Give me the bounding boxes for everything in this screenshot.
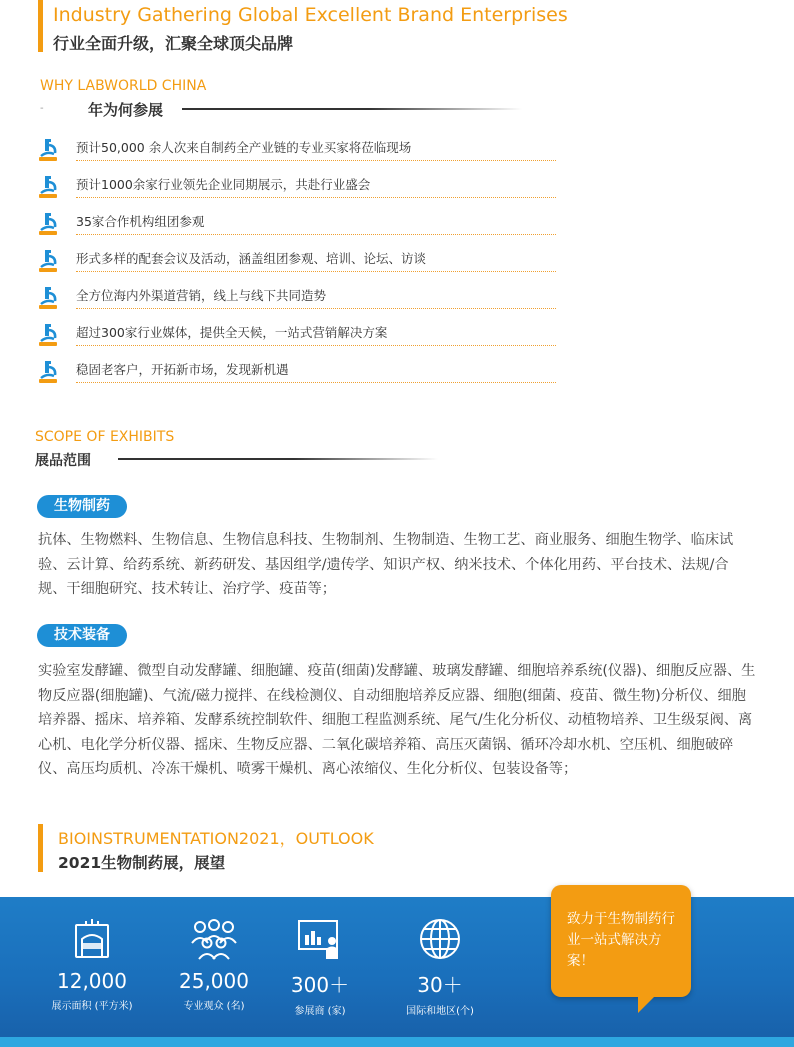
why-section-title-zh: 年为何参展 <box>88 101 164 119</box>
stat-label: 展示面积 (平方米) <box>51 1001 133 1012</box>
header-title-zh: 行业全面升级，汇聚全球顶尖品牌 <box>53 34 294 53</box>
microscope-icon <box>36 137 60 163</box>
outlook-title-zh: 2021生物制药展，展望 <box>58 854 226 872</box>
why-item-text: 预计1000余家行业领先企业同期展示，共赴行业盛会 <box>76 177 371 192</box>
why-list-item <box>36 315 566 352</box>
why-section-rule <box>182 108 522 110</box>
why-section-title-en: WHY LABWORLD CHINA <box>40 78 207 94</box>
microscope-icon <box>36 359 60 385</box>
stat-exhibitors <box>260 917 380 1017</box>
why-item-text: 超过300家行业媒体，提供全天候，一站式营销解决方案 <box>76 325 388 340</box>
why-item-text: 全方位海内外渠道营销，线上与线下共同造势 <box>76 288 327 303</box>
category-text-biopharma: 抗体、生物燃料、生物信息、生物信息科技、生物制剂、生物制造、生物工艺、商业服务、细胞生物学、临床试验、云计算、给药系统、新药研发、基因组学/遗传学、知识产权、纳米技术、个体化用药、平台技术、法规/合规、干细胞研究、技术转让、治疗学、疫苗等； <box>38 532 734 598</box>
why-list-item <box>36 130 566 167</box>
stat-value: 12,000 <box>57 969 127 993</box>
scope-section-title-en: SCOPE OF EXHIBITS <box>35 429 175 445</box>
microscope-icon <box>36 248 60 274</box>
why-item-text: 预计50,000 余人次来自制药全产业链的专业买家将莅临现场 <box>76 140 412 155</box>
dotted-divider <box>76 308 556 309</box>
stat-regions <box>380 917 500 1017</box>
outlook-accent-bar <box>38 824 43 872</box>
scope-section-title-zh: 展品范围 <box>35 453 91 469</box>
stat-value: 30＋ <box>417 973 463 997</box>
globe-icon <box>418 917 462 961</box>
stat-value: 25,000 <box>179 969 249 993</box>
presentation-board-icon <box>296 917 344 961</box>
banner-bottom-strip <box>0 1037 794 1047</box>
why-item-text: 稳固老客户，开拓新市场，发现新机遇 <box>76 362 289 377</box>
callout-tail <box>638 995 656 1013</box>
microscope-icon <box>36 322 60 348</box>
header-accent-bar <box>38 0 43 52</box>
why-list-item <box>36 352 566 389</box>
stat-value: 300＋ <box>290 973 350 997</box>
header-title-en: Industry Gathering Global Excellent Brand Enterprises <box>53 4 568 26</box>
why-item-text: 形式多样的配套会议及活动，涵盖组团参观、培训、论坛、访谈 <box>76 251 427 266</box>
scope-section-rule <box>118 458 438 460</box>
dotted-divider <box>76 234 556 235</box>
stat-label: 国际和地区(个) <box>406 1006 474 1017</box>
callout-text: 致力于生物制药行业一站式解决方案！ <box>567 911 675 969</box>
category-pill-equipment: 技术装备 <box>37 624 127 647</box>
category-text-equipment: 实验室发酵罐、微型自动发酵罐、细胞罐、疫苗(细菌)发酵罐、玻璃发酵罐、细胞培养系统(仪器)、细胞反应器、生物反应器(细胞罐)、气流/磁力搅拌、在线检测仪、自动细胞培养反应器、细胞(细菌、疫苗、微生物)分析仪、细胞培养器、摇床、培养箱、发酵系统控制软件、细胞工程监测系统、尾气/生化分析仪、动植物培养、卫生级泵阀、离心机、电化学分析仪器、摇床、生物反应器、二氧化碳培养箱、高压灭菌锅、循环冷却水机、空压机、细胞破碎仪、高压均质机、冷冻干燥机、喷雾干燥机、离心浓缩仪、生化分析仪、包装设备等； <box>38 663 756 778</box>
microscope-icon <box>36 285 60 311</box>
dotted-divider <box>76 271 556 272</box>
audience-icon <box>188 917 240 961</box>
dotted-divider <box>76 345 556 346</box>
stat-exhibition-area <box>32 917 152 1012</box>
category-pill-biopharma: 生物制药 <box>37 495 127 518</box>
exhibition-hall-icon <box>72 917 112 961</box>
why-item-text: 35家合作机构组团参观 <box>76 214 205 229</box>
why-list-item <box>36 167 566 204</box>
microscope-icon <box>36 174 60 200</box>
dotted-divider <box>76 382 556 383</box>
dotted-divider <box>76 160 556 161</box>
microscope-icon <box>36 211 60 237</box>
dotted-divider <box>76 197 556 198</box>
callout-bubble <box>551 885 691 997</box>
stat-label: 参展商 (家) <box>294 1006 346 1017</box>
why-list-item <box>36 204 566 241</box>
stat-audience <box>154 917 274 1012</box>
why-list <box>36 130 566 389</box>
why-list-item <box>36 278 566 315</box>
why-section-dash: - <box>40 103 44 114</box>
outlook-title-en: BIOINSTRUMENTATION2021，OUTLOOK <box>58 829 374 848</box>
why-list-item <box>36 241 566 278</box>
stat-label: 专业观众 (名) <box>183 1001 245 1012</box>
